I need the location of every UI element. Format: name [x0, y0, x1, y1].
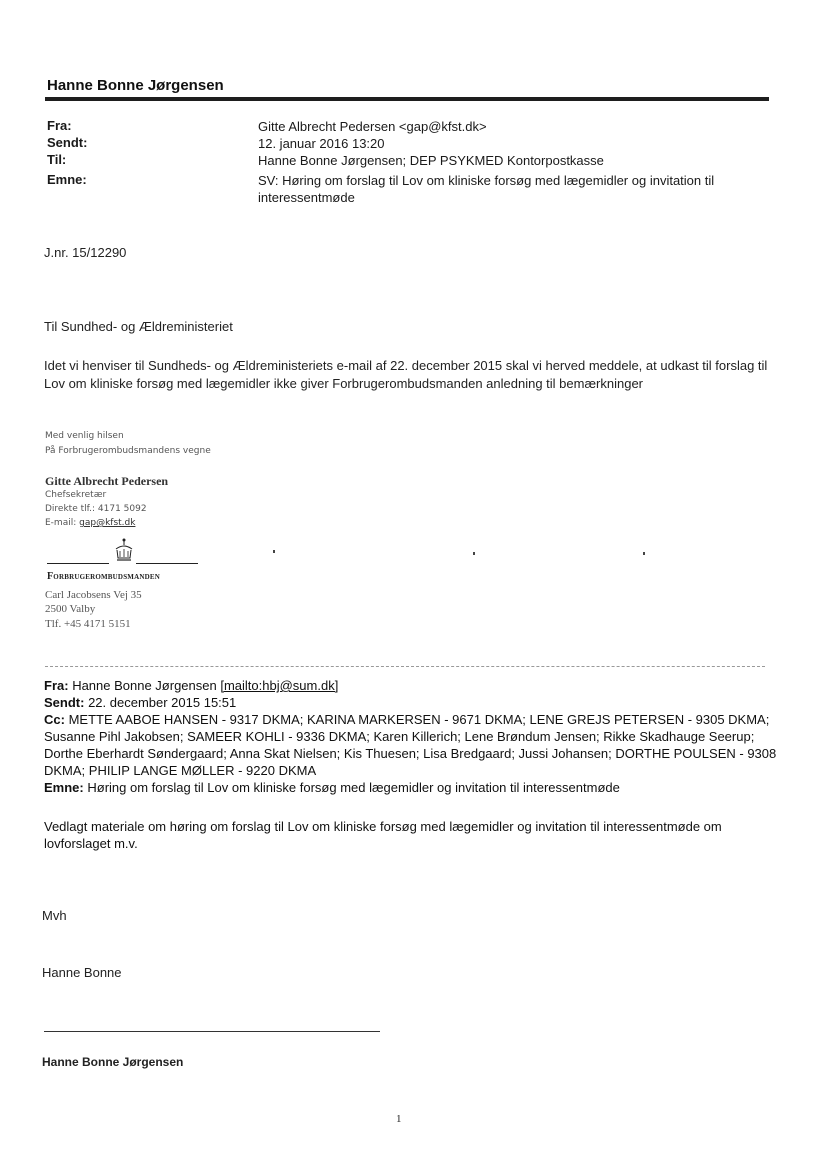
to-value: Hanne Bonne Jørgensen; DEP PSYKMED Kontorpostkasse [258, 153, 604, 168]
from-value: Gitte Albrecht Pedersen <gap@kfst.dk> [258, 119, 487, 134]
forwarded-from-label: Fra: [44, 678, 69, 693]
closing: Mvh [42, 908, 67, 923]
forwarded-subject-label: Emne: [44, 780, 84, 795]
from-label: Fra: [47, 118, 72, 133]
logo-rule-right [136, 563, 198, 564]
forwarded-cc-label: Cc: [44, 712, 65, 727]
forwarded-cc [44, 711, 784, 779]
address-line-1: Carl Jacobsens Vej 35 [45, 589, 142, 601]
signatory-name: Gitte Albrecht Pedersen [45, 474, 169, 488]
forwarded-sent-label: Sendt: [44, 695, 85, 710]
forwarded-subject [44, 779, 784, 796]
greeting: Med venlig hilsen [45, 431, 124, 441]
signoff: Hanne Bonne [42, 965, 122, 980]
scan-speck [643, 552, 645, 555]
salutation: Til Sundhed- og Ældreministeriet [44, 319, 233, 334]
subject-value: SV: Høring om forslag til Lov om kliniske forsøg med lægemidler og invitation til interessentmøde [258, 173, 715, 205]
signatory-title: Chefsekretær [45, 490, 107, 500]
email-line [45, 518, 135, 528]
scan-speck [473, 552, 475, 555]
forwarded-sent [44, 694, 784, 711]
body-paragraph: Idet vi henviser til Sundheds- og Ældreministeriets e-mail af 22. december 2015 skal vi herved meddele, at udkast til forslag til Lov om kliniske forsøg med lægemidler ikke giver Forbrugerombudsmanden anledning til bemærkninger [44, 358, 768, 391]
page-number: 1 [396, 1113, 402, 1125]
crown-icon [112, 537, 136, 567]
subject-label: Emne: [47, 172, 87, 187]
forwarded-from [44, 677, 784, 694]
forwarded-mailto-link[interactable]: [mailto:hbj@sum.dk] [220, 678, 339, 693]
sent-value: 12. januar 2016 13:20 [258, 136, 385, 151]
address-line-3: Tlf. +45 4171 5151 [45, 618, 131, 630]
forwarded-subject-value: Høring om forslag til Lov om kliniske forsøg med lægemidler og invitation til interessentmøde [87, 780, 620, 795]
organization-logo-text: Forbrugerombudsmanden [47, 571, 160, 582]
forwarded-cc-value: METTE AABOE HANSEN - 9317 DKMA; KARINA MARKERSEN - 9671 DKMA; LENE GREJS PETERSEN - 9305 DKMA; Susanne Pihl Jakobsen; SAMEER KOHLI - 9336 DKMA; Karen Killerich; Lene Brøndum Jensen; Rikke Skadhauge Seerup; Dorthe Eberhardt Søndergaard; Anna Skat Nielsen; Kis Thuesen; Lisa Bredgaard; Jussi Johansen; DORTHE POULSEN - 9308 DKMA; PHILIP LANGE MØLLER - 9220 DKMA [44, 712, 777, 778]
address-line-2: 2500 Valby [45, 603, 96, 615]
forwarded-body: Vedlagt materiale om høring om forslag til Lov om kliniske forsøg med lægemidler og invitation til interessentmøde om lovforslaget m.v. [44, 819, 722, 851]
header-rule [45, 97, 769, 101]
phone-line [45, 504, 147, 514]
forward-separator [45, 666, 765, 667]
email-link[interactable]: gap@kfst.dk [79, 518, 136, 528]
phone-number: 4171 5092 [97, 504, 147, 514]
mailbox-owner: Hanne Bonne Jørgensen [47, 77, 224, 94]
forwarded-from-value: Hanne Bonne Jørgensen [72, 678, 217, 693]
to-label: Til: [47, 152, 67, 167]
signature-rule [44, 1031, 380, 1032]
logo-rule-left [47, 563, 109, 564]
email-label: E-mail: [45, 518, 77, 528]
sent-label: Sendt: [47, 135, 88, 150]
phone-label: Direkte tlf.: [45, 504, 96, 514]
scan-speck [273, 550, 275, 553]
journal-number: J.nr. 15/12290 [44, 245, 127, 260]
forwarded-sent-value: 22. december 2015 15:51 [88, 695, 237, 710]
on-behalf: På Forbrugerombudsmandens vegne [45, 446, 211, 456]
signature-full-name: Hanne Bonne Jørgensen [42, 1055, 184, 1069]
